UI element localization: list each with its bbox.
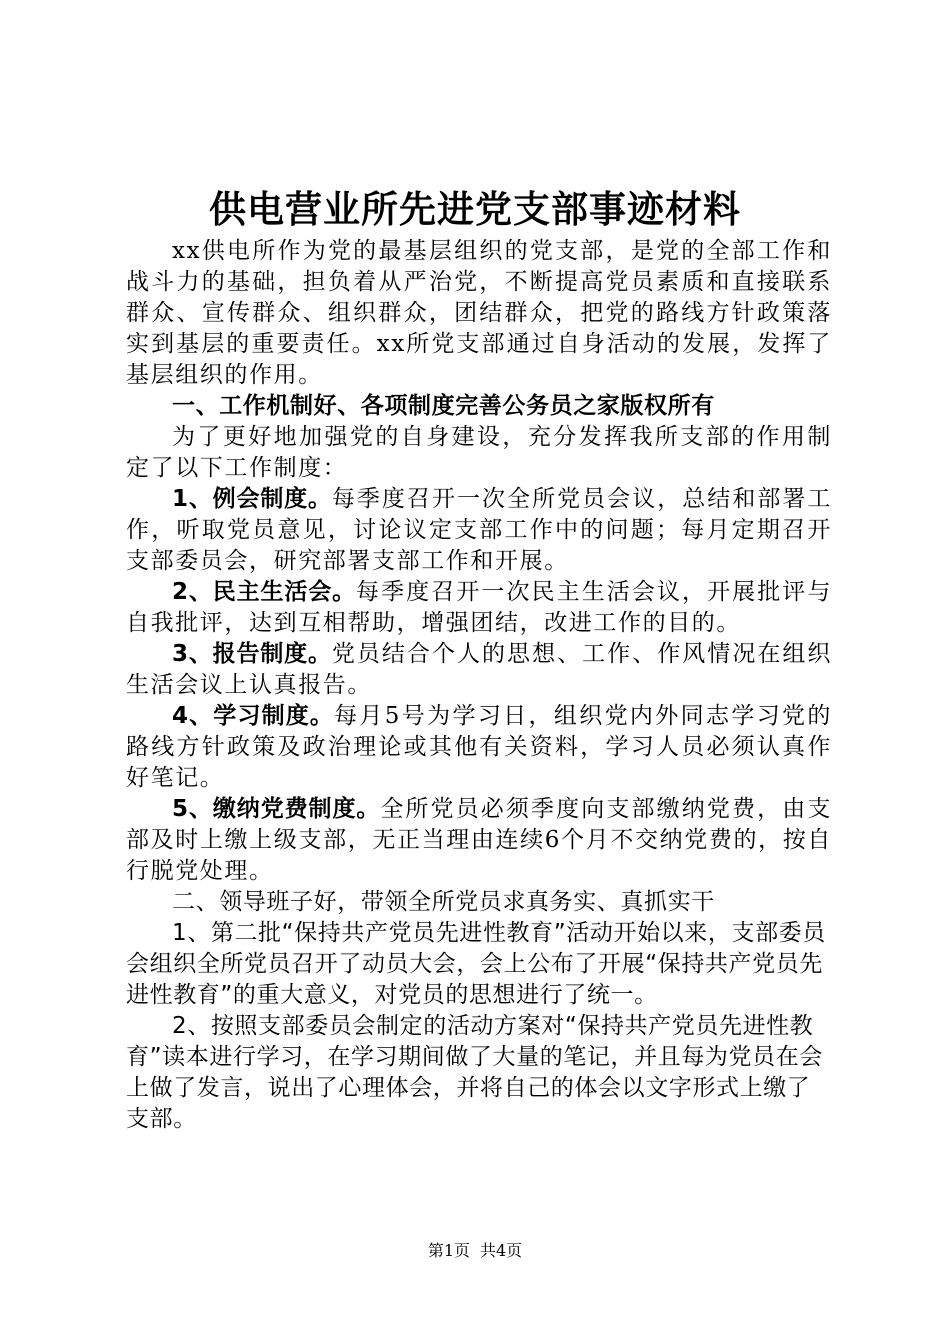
section-heading-2: 二、领导班子好，带领全所党员求真务实、真抓实干 [172, 889, 715, 915]
rule-item-2-text: 每季度召开一次民主生活会议，开展批评与自我批评，达到互相帮助，增强团结，改进工作的目的。 [126, 579, 832, 636]
rule-item-2-title: 2、民主生活会。 [172, 579, 357, 605]
page-footer [0, 1240, 950, 1262]
page-total: 共4页 [480, 1241, 523, 1260]
intro-paragraph: xx供电所作为党的最基层组织的党支部，是党的全部工作和战斗力的基础，担负着从严治党，不断提高党员素质和直接联系群众、宣传群众、组织群众，团结群众，把党的路线方针政策落实到基层的重要责任。xx所党支部通过自身活动的发展，发挥了基层组织的作用。 [126, 238, 832, 388]
rule-item-4-text: 每月5号为学习日，组织党内外同志学习党的路线方针政策及政治理论或其他有关资料，学习人员必须认真作好笔记。 [126, 703, 832, 791]
section-heading-1: 一、工作机制好、各项制度完善公务员之家版权所有 [172, 393, 715, 419]
document-title: 供电营业所先进党支部事迹材料 [209, 187, 741, 231]
section-2-item-2: 2、按照支部委员会制定的活动方案对“保持共产党员先进性教育”读本进行学习，在学习期间做了大量的笔记，并且每为党员在会上做了发言，说出了心理体会，并将自己的体会以文字形式上缴了支部。 [126, 1013, 823, 1132]
document-body [126, 236, 832, 1135]
system-paragraph: 为了更好地加强党的自身建设，充分发挥我所支部的作用制定了以下工作制度： [126, 424, 832, 481]
rule-item-1-title: 1、例会制度。 [172, 486, 332, 512]
rule-item-1-text: 每季度召开一次全所党员会议，总结和部署工作，听取党员意见，讨论议定支部工作中的问题；每月定期召开支部委员会，研究部署支部工作和开展。 [126, 486, 833, 574]
rule-item-3 [126, 639, 832, 701]
rule-item-5-title: 5、缴纳党费制度。 [172, 796, 381, 822]
rule-item-5-text: 全所党员必须季度向支部缴纳党费，由支部及时上缴上级支部，无正当理由连续6个月不交纳党费的，按自行脱党处理。 [126, 796, 832, 884]
rule-item-3-text: 党员结合个人的思想、工作、作风情况在组织生活会议上认真报告。 [126, 641, 833, 698]
section-2-item-1: 1、第二批“保持共产党员先进性教育”活动开始以来，支部委员会组织全所党员召开了动员大会，会上公布了开展“保持共产党员先进性教育”的重大意义，对党员的思想进行了统一。 [126, 920, 826, 1008]
rule-item-4-title: 4、学习制度。 [172, 703, 335, 729]
rule-item-4 [126, 701, 832, 794]
rule-item-2 [126, 577, 832, 639]
rule-item-1 [126, 484, 832, 577]
rule-item-3-title: 3、报告制度。 [172, 641, 332, 667]
rule-item-5 [126, 794, 832, 887]
page-number: 第1页 [427, 1241, 470, 1260]
